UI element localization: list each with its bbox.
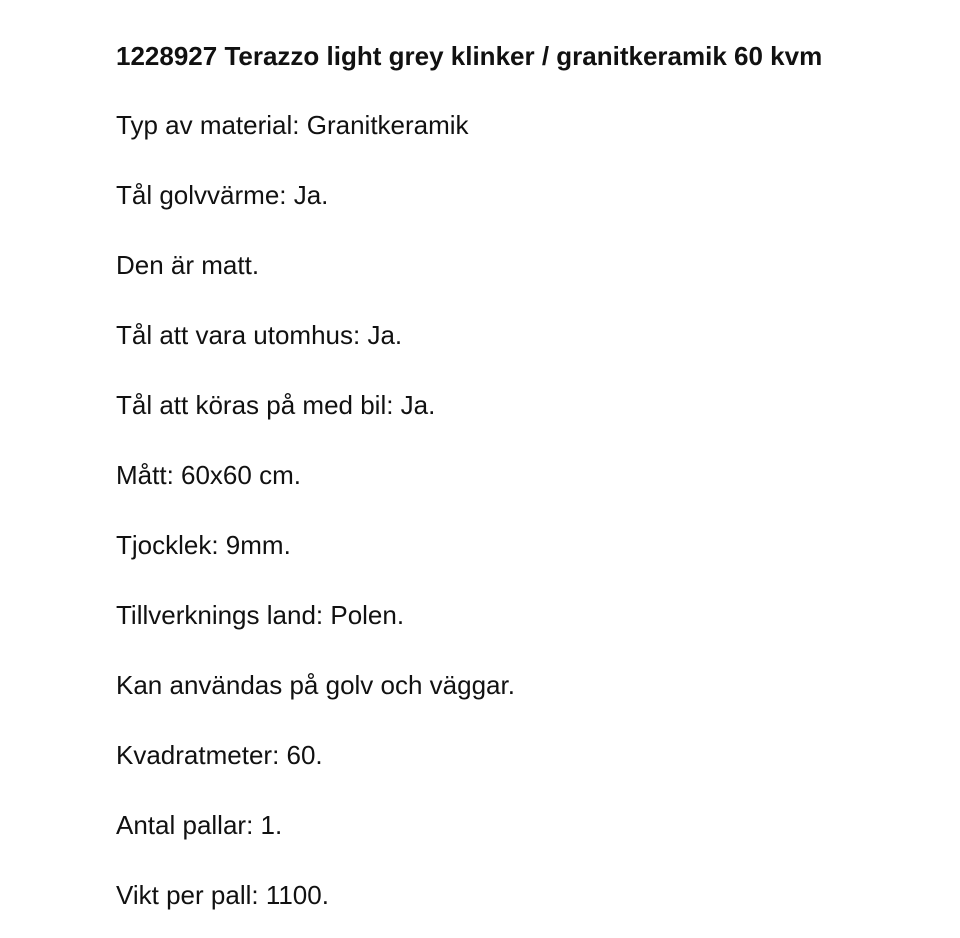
spec-usage: Kan användas på golv och väggar. bbox=[116, 670, 515, 700]
spec-country: Tillverknings land: Polen. bbox=[116, 600, 405, 630]
spec-drive-on: Tål att köras på med bil: Ja. bbox=[116, 390, 436, 420]
spec-material: Typ av material: Granitkeramik bbox=[116, 110, 469, 140]
spec-square-meters: Kvadratmeter: 60. bbox=[116, 740, 323, 770]
spec-pallet-count: Antal pallar: 1. bbox=[116, 810, 283, 840]
spec-thickness: Tjocklek: 9mm. bbox=[116, 530, 291, 560]
spec-list bbox=[116, 105, 936, 915]
spec-outdoor: Tål att vara utomhus: Ja. bbox=[116, 320, 403, 350]
product-document bbox=[116, 36, 936, 915]
spec-floor-heating: Tål golvvärme: Ja. bbox=[116, 180, 329, 210]
spec-pallet-weight: Vikt per pall: 1100. bbox=[116, 880, 329, 910]
product-title: 1228927 Terazzo light grey klinker / granitkeramik 60 kvm bbox=[116, 41, 823, 71]
spec-dimensions: Mått: 60x60 cm. bbox=[116, 460, 301, 490]
spec-finish: Den är matt. bbox=[116, 250, 260, 280]
